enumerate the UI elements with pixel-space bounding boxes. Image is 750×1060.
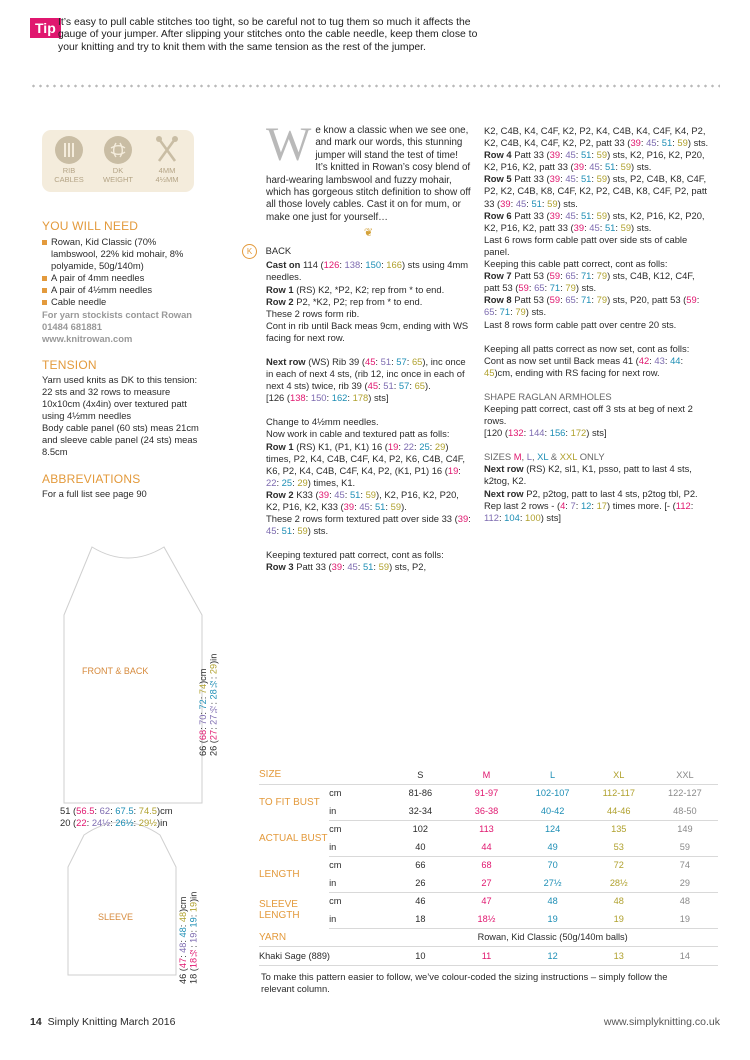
row-label: SLEEVE LENGTH <box>259 899 300 921</box>
icon-label: WEIGHT <box>103 174 133 184</box>
intro-paragraph: We know a classic when we see one, and mark our words, this stunning jumper will stand the test of time! It’s knitted in Rowan’s cosy blend of hard-wearing lambswool and fuzzy mohair, which has gorgeous stitch definition to show off all those lovely cables. Cast it on for mum, or make one just for yourself… <box>266 118 471 223</box>
icon-label: DK <box>112 166 124 175</box>
icon-label: 4MM <box>158 166 176 175</box>
table-row: ACTUAL BUST cm 102 113 124 135 149 <box>259 820 718 838</box>
row-label: TO FIT BUST <box>259 796 320 808</box>
tension-heading: TENSION <box>42 357 97 372</box>
tension-text: Body cable panel (60 sts) meas 21cm and sleeve cable panel (24 sts) meas 8.5cm <box>42 422 199 458</box>
icon-label: CABLES <box>54 174 84 184</box>
icon-label: 4½MM <box>155 174 179 184</box>
needles-info <box>143 136 191 184</box>
sleeve-outline <box>68 822 176 975</box>
list-item: Cable needle <box>42 296 202 308</box>
magazine-name: Simply Knitting March 2016 <box>47 1016 176 1028</box>
needles-icon <box>153 136 181 164</box>
page-number: 14 <box>30 1016 42 1028</box>
yarn-name: Rowan, Kid Classic (50g/140m balls) <box>387 928 718 947</box>
schematic-diagram <box>30 545 230 995</box>
colour-coding-note: To make this pattern easier to follow, we’ve colour-coded the sizing instructions – simply follow the relevant column. <box>261 971 668 995</box>
table-row: in 32-34 36-38 40-42 44-46 48-50 <box>259 802 718 820</box>
dk-weight-info <box>94 136 142 184</box>
table-row: in 18 18½ 19 19 19 <box>259 910 718 928</box>
table-cell: L <box>520 766 586 784</box>
rib-cables-icon <box>55 136 83 164</box>
pattern-column-right: K2, C4B, K4, C4F, K2, P2, K4, C4B, K4, C4F, K4, P2, K2, C4B, K4, C4F, K2, P2, patt 33 (39: 45: 51: 59) sts. Row 4 Patt 33 (39: 45: 51: 59) sts, K2, P16, K2, P20, K2, P16, K2, patt 33 (39: 45: 51: 59) sts. Row 5 Patt 33 (39: 45: 51: 59) sts, P2, C4B, K8, C4F, P2, K2, C4B, K8, C4F, K2, P2, C4B, K8, C4F, P2, patt 33 (39: 45: 51: 59) sts. Row 6 Patt 33 (39: 45: 51: 59) sts, K2, P16, K2, P20, K2, P16, K2, patt 33 (39: 45: 51: 59) sts. Last 6 rows form cable patt over side sts of cable panel. Keeping this cable patt correct, cont as folls: Row 7 Patt 53 (59: 65: 71: 79) sts, C4B, K12, C4F, patt 53 (59: 65: 71: 79) sts. Row 8 Patt 53 (59: 65: 71: 79) sts, P20, patt 53 (59: 65: 71: 79) sts. Last 8 rows form cable patt over centre 20 sts. Keeping all patts correct as now set, cont as folls: Cont as now set until Back meas 41 (42: 43: 44: 45)cm, ending with RS facing for next row. SHAPE RAGLAN ARMHOLES Keeping patt correct, cast off 3 sts at beg of next 2 rows. [120 (132: 144: 156: 172) sts] SIZES M, L, XL & XXL ONLY Next row (RS) K2, sl1, K1, psso, patt to last 4 sts, k2tog, K2. Next row P2, p2tog, patt to last 4 sts, p2tog tbl, P2. Rep last 2 rows - (4: 7: 12: 17) times more. [- (112: 112: 104: 100) sts] <box>484 125 712 524</box>
table-cell: M <box>453 766 519 784</box>
tip-text: It’s easy to pull cable stitches too tight, so be careful not to tug them so much it affects the gauge of your jumper. After slipping your stitches onto the cable needle, keep them close to your knitting and try to knit them with the same tension as the rest of the jumper. <box>58 17 478 53</box>
row-label: YARN <box>259 928 329 947</box>
knit-badge: K <box>242 244 257 259</box>
table-row: in 40 44 49 53 59 <box>259 838 718 856</box>
sizes-heading: SIZES M, L, XL & XXL ONLY <box>484 451 605 463</box>
table-row: SLEEVE LENGTH cm 46 47 48 48 48 <box>259 892 718 910</box>
table-cell: XXL <box>652 766 718 784</box>
yarn-ball-icon <box>104 136 132 164</box>
materials-list <box>42 236 202 309</box>
table-row: Khaki Sage (889) 10 11 12 13 14 <box>259 947 718 966</box>
stockists-url[interactable]: www.knitrowan.com <box>42 332 133 344</box>
row-label: LENGTH <box>259 868 300 880</box>
abbreviations-text: For a full list see page 90 <box>42 487 147 499</box>
front-back-label: FRONT & BACK <box>82 666 149 676</box>
rib-cables-info <box>45 136 93 184</box>
list-item: Rowan, Kid Classic (70% lambswool, 22% kid mohair, 8% polyamide, 50g/140m) <box>42 236 202 272</box>
list-item: A pair of 4½mm needles <box>42 284 202 296</box>
back-heading: K BACK <box>242 244 471 259</box>
footer-website[interactable]: www.simplyknitting.co.uk <box>603 1016 720 1028</box>
table-cell: XL <box>586 766 652 784</box>
you-will-need-heading: YOU WILL NEED <box>42 219 139 233</box>
table-row <box>259 766 718 784</box>
drop-cap: W <box>266 118 312 171</box>
stockists-info: For yarn stockists contact Rowan 01484 681881 <box>42 308 193 332</box>
table-row <box>259 928 718 947</box>
footer-left <box>30 1016 175 1028</box>
size-table <box>259 766 718 966</box>
front-height-dimension: 66 (68: 70: 72: 74)cm 26 (27: 27½: 28½: 29)in <box>198 653 219 756</box>
sleeve-label: SLEEVE <box>98 912 134 922</box>
dotted-divider <box>30 84 720 88</box>
sleeve-length-dimension: 46 (47: 48: 48: 48)cm 18 (18½: 19: 19: 19)in <box>178 891 199 984</box>
raglan-heading: SHAPE RAGLAN ARMHOLES <box>484 390 612 402</box>
pattern-column-middle: We know a classic when we see one, and mark our words, this stunning jumper will stand the test of time! It’s knitted in Rowan’s cosy blend of hard-wearing lambswool and fuzzy mohair, which has gorgeous stitch definition to show off all those lovely cables. Cast it on for mum, or make one just for yourself… ❦ K BACK Cast on 114 (126: 138: 150: 166) sts using 4mm needles. Row 1 (RS) K2, *P2, K2; rep from * to end. Row 2 P2, *K2, P2; rep from * to end. These 2 rows form rib. Cont in rib until Back meas 9cm, ending with WS facing for next row. Next row (WS) Rib 39 (45: 51: 57: 65), inc once in each of next 4 sts, (rib 12, inc once in each of next 4 sts) twice, rib 39 (45: 51: 57: 65). [126 (138: 150: 162: 178) sts] Change to 4½mm needles. Now work in cable and textured patt as folls: Row 1 (RS) K1, (P1, K1) 16 (19: 22: 25: 29) times, P2, K4, C4B, C4F, K4, P2, K6, C4B, C4F, K6, P2, K4, C4B, C4F, K4, P2, (K1, P1) 16 (19: 22: 25: 29) times, K1. Row 2 K33 (39: 45: 51: 59), K2, P16, K2, P20, K2, P16, K2, K33 (39: 45: 51: 59). These 2 rows form textured patt over side 33 (39: 45: 51: 59) sts. Keeping textured patt correct, cont as folls: Row 3 Patt 33 (39: 45: 51: 59) sts, P2, <box>266 125 471 574</box>
table-row: in 26 27 27½ 28½ 29 <box>259 874 718 892</box>
front-width-dimension: 51 (56.5: 62: 67.5: 74.5)cm 20 (22: 24½: 26½: 29½)in <box>60 805 173 829</box>
colour-label: Khaki Sage (889) <box>259 947 387 966</box>
table-row: LENGTH cm 66 68 70 72 74 <box>259 856 718 874</box>
table-row: TO FIT BUST cm 81-86 91-97 102-107 112-117 122-127 <box>259 784 718 802</box>
ornament-icon: ❦ <box>363 227 374 240</box>
list-item: A pair of 4mm needles <box>42 272 202 284</box>
table-header-label: SIZE <box>259 766 387 784</box>
project-info-icons <box>42 130 194 192</box>
materials-column <box>42 219 202 500</box>
tip-badge: Tip <box>30 18 61 38</box>
row-label: ACTUAL BUST <box>259 832 328 844</box>
abbreviations-heading: ABBREVIATIONS <box>42 471 141 486</box>
tension-text: Yarn used knits as DK to this tension: 22 sts and 32 rows to measure 10x10cm (4x4in) over textured patt using 4½mm needles <box>42 373 198 422</box>
table-cell: S <box>387 766 453 784</box>
icon-label: RIB <box>62 166 76 175</box>
